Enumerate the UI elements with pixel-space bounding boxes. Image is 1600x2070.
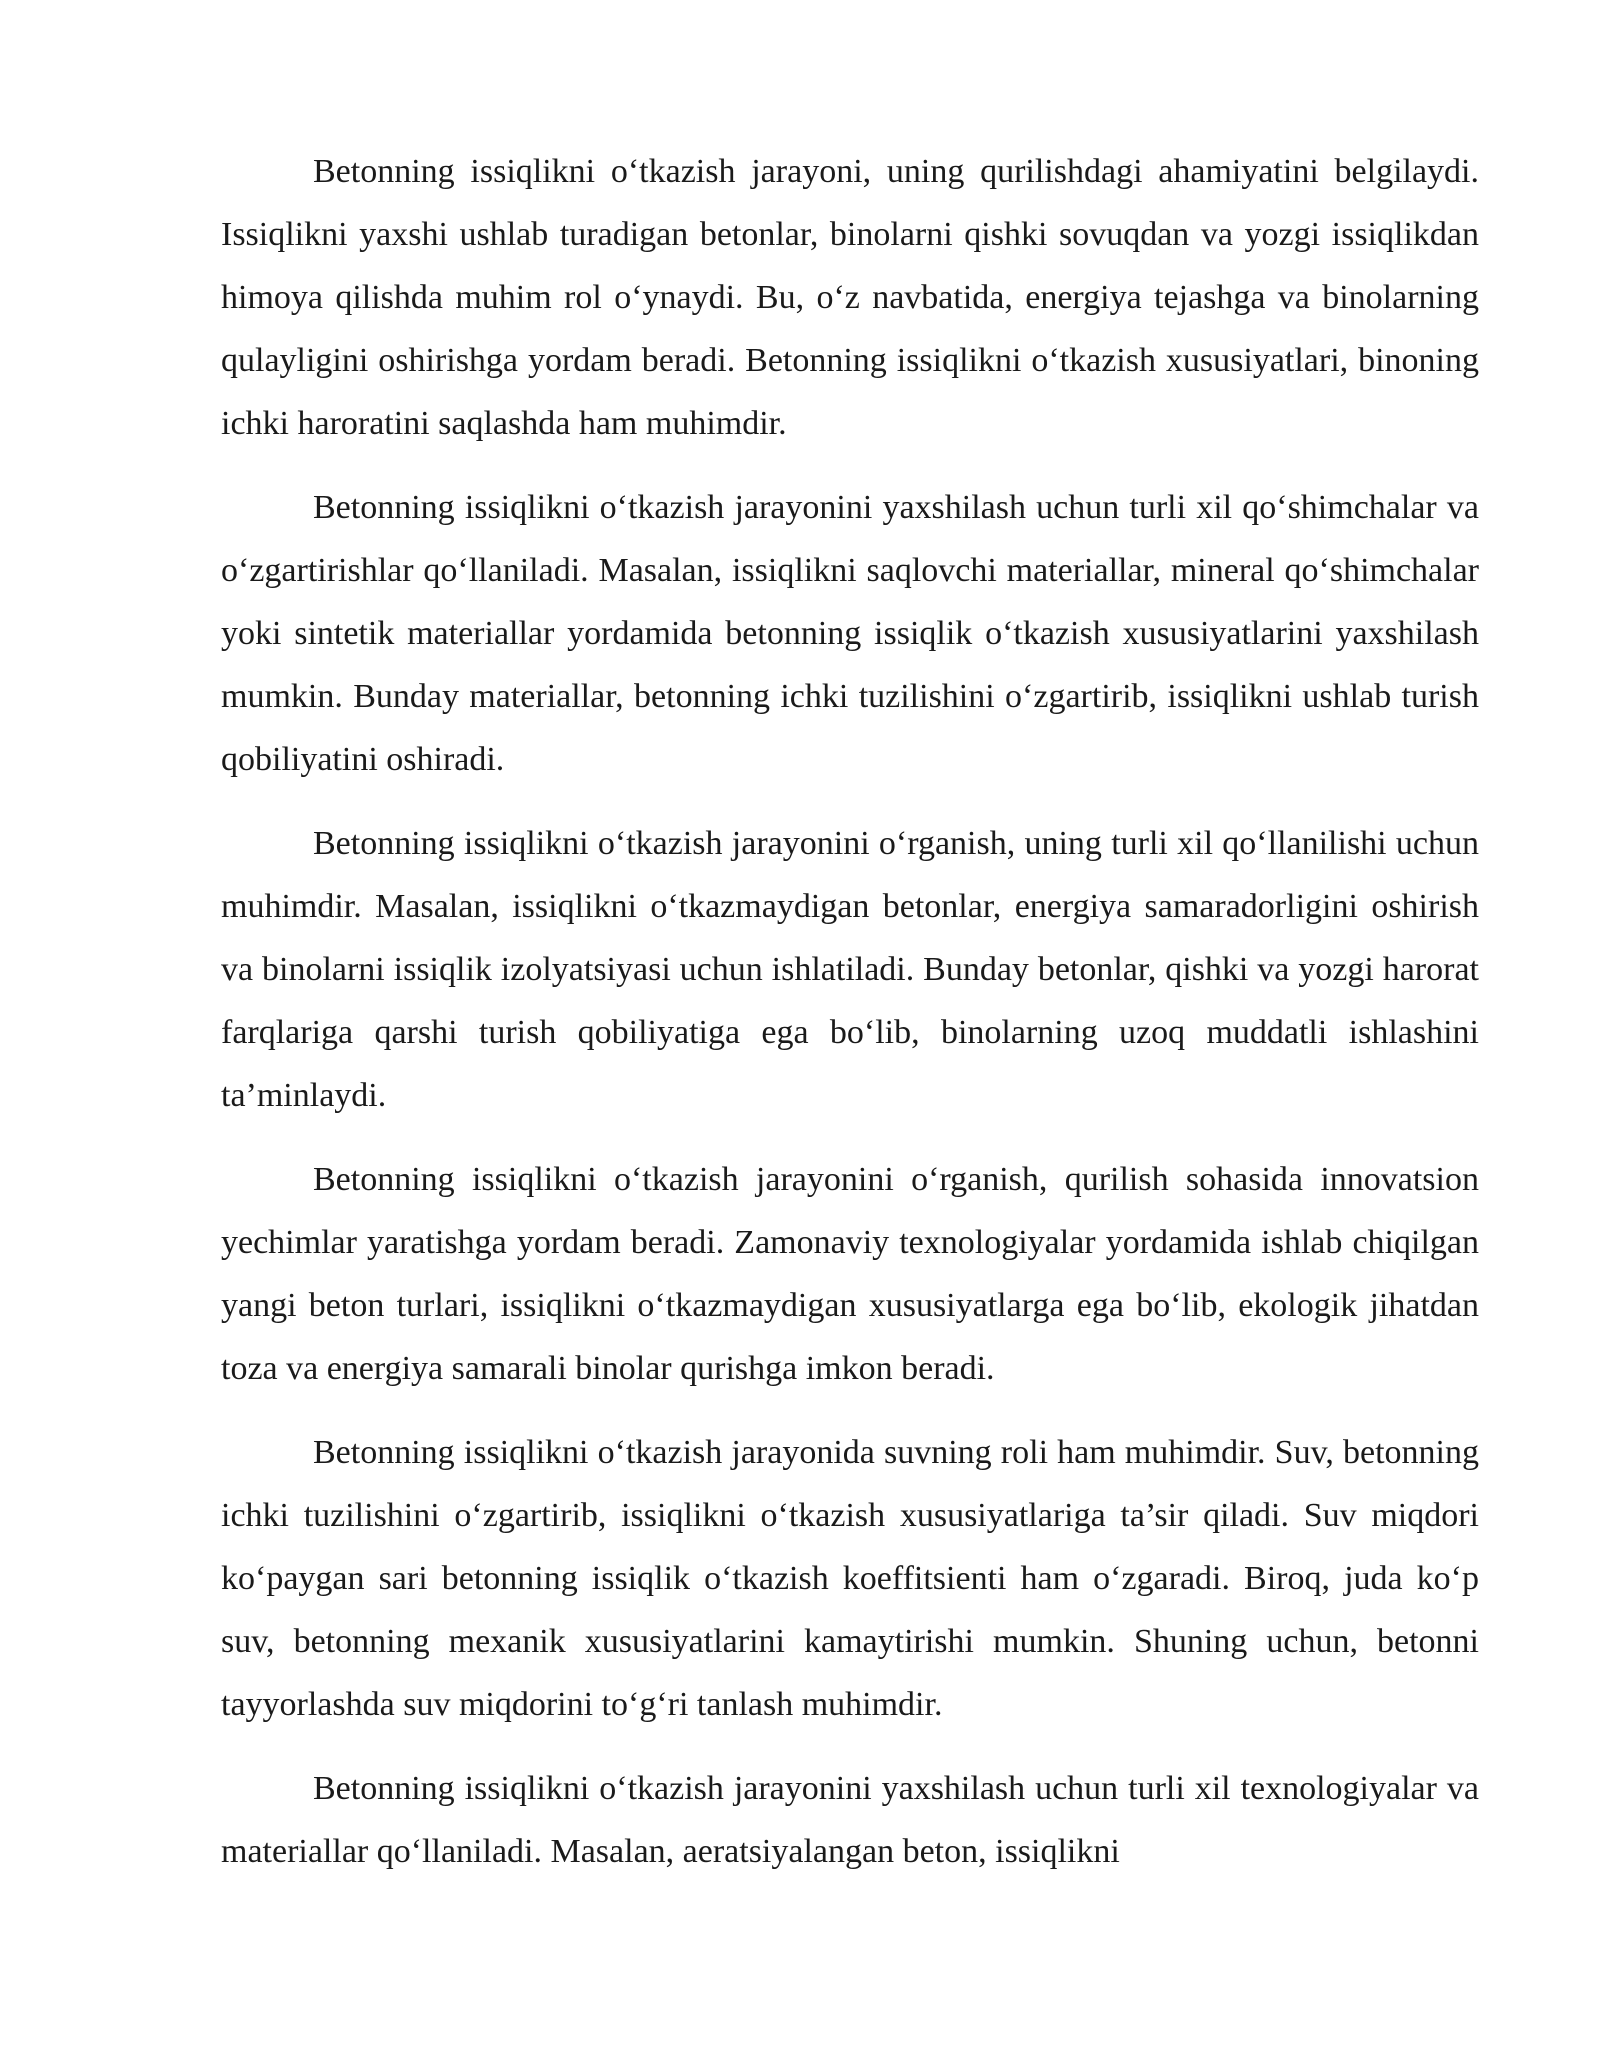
document-body (221, 140, 1479, 1904)
paragraph-1: Betonning issiqlikni o‘tkazish jarayoni, uning qurilishdagi ahamiyatini belgilaydi. Issiqlikni yaxshi ushlab turadigan betonlar, binolarni qishki sovuqdan va yozgi issiqlikdan himoya qilishda muhim rol o‘ynaydi. Bu, o‘z navbatida, energiya tejashga va binolarning qulayligini oshirishga yordam beradi. Betonning issiqlikni o‘tkazish xususiyatlari, binoning ichki haroratini saqlashda ham muhimdir. (221, 153, 1479, 442)
paragraph-2: Betonning issiqlikni o‘tkazish jarayonini yaxshilash uchun turli xil qo‘shimchalar va o‘zgartirishlar qo‘llaniladi. Masalan, issiqlikni saqlovchi materiallar, mineral qo‘shimchalar yoki sintetik materiallar yordamida betonning issiqlik o‘tkazish xususiyatlarini yaxshilash mumkin. Bunday materiallar, betonning ichki tuzilishini o‘zgartirib, issiqlikni ushlab turish qobiliyatini oshiradi. (221, 489, 1479, 778)
paragraph-4: Betonning issiqlikni o‘tkazish jarayonini o‘rganish, qurilish sohasida innovatsion yechimlar yaratishga yordam beradi. Zamonaviy texnologiyalar yordamida ishlab chiqilgan yangi beton turlari, issiqlikni o‘tkazmaydigan xususiyatlarga ega bo‘lib, ekologik jihatdan toza va energiya samarali binolar qurishga imkon beradi. (221, 1161, 1479, 1387)
paragraph-6: Betonning issiqlikni o‘tkazish jarayonini yaxshilash uchun turli xil texnologiyalar va materiallar qo‘llaniladi. Masalan, aeratsiyalangan beton, issiqlikni (221, 1770, 1479, 1870)
paragraph-3: Betonning issiqlikni o‘tkazish jarayonini o‘rganish, uning turli xil qo‘llanilishi uchun muhimdir. Masalan, issiqlikni o‘tkazmaydigan betonlar, energiya samaradorligini oshirish va binolarni issiqlik izolyatsiyasi uchun ishlatiladi. Bunday betonlar, qishki va yozgi harorat farqlariga qarshi turish qobiliyatiga ega bo‘lib, binolarning uzoq muddatli ishlashini ta’minlaydi. (221, 825, 1479, 1114)
paragraph-5: Betonning issiqlikni o‘tkazish jarayonida suvning roli ham muhimdir. Suv, betonning ichki tuzilishini o‘zgartirib, issiqlikni o‘tkazish xususiyatlariga ta’sir qiladi. Suv miqdori ko‘paygan sari betonning issiqlik o‘tkazish koeffitsienti ham o‘zgaradi. Biroq, juda ko‘p suv, betonning mexanik xususiyatlarini kamaytirishi mumkin. Shuning uchun, betonni tayyorlashda suv miqdorini to‘g‘ri tanlash muhimdir. (221, 1434, 1479, 1723)
